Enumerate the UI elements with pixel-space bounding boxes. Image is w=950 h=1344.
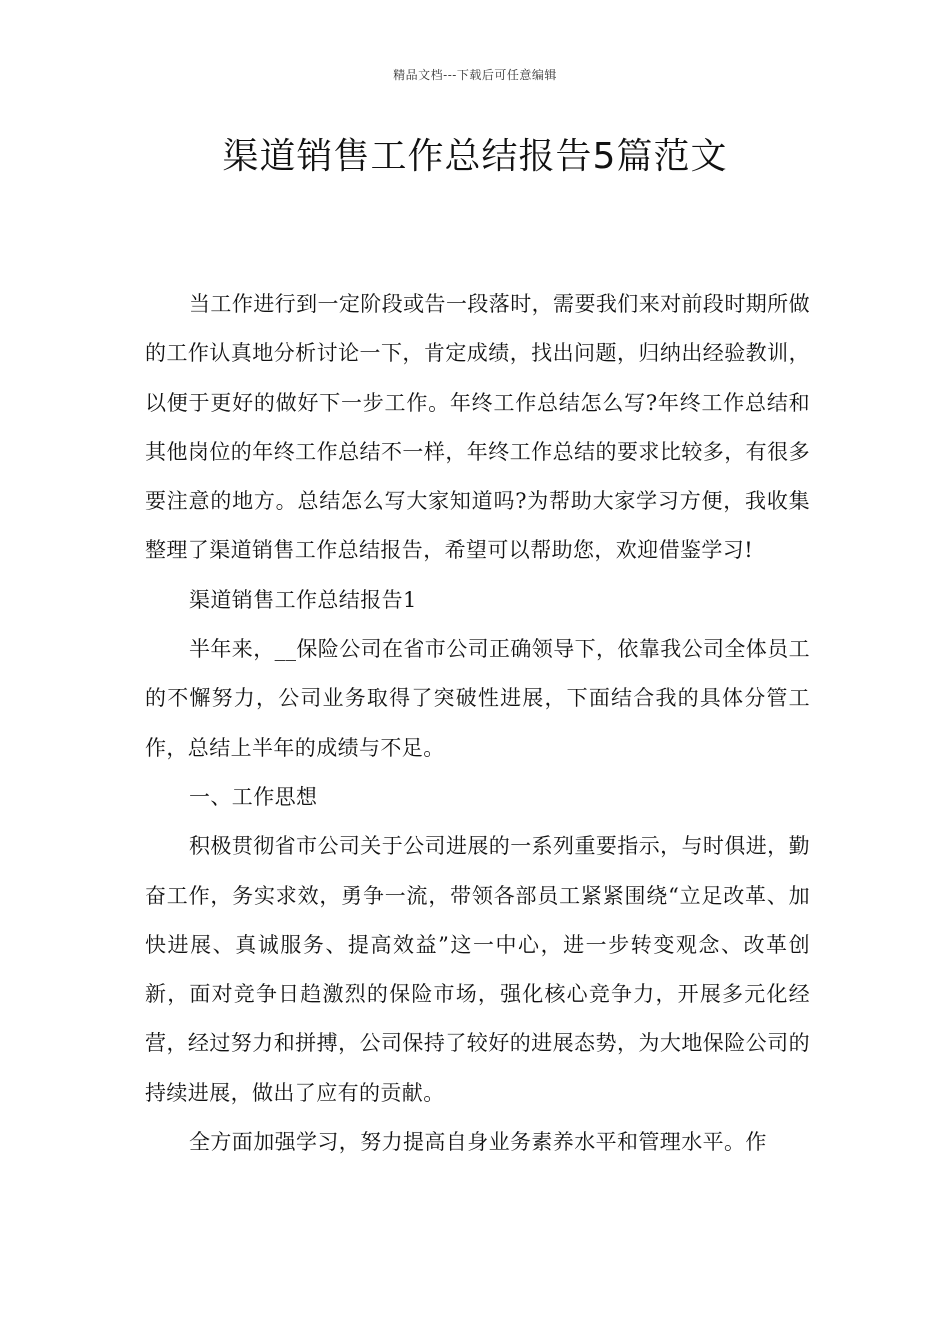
- section-heading-report-1: 渠道销售工作总结报告1: [189, 587, 417, 612]
- body-paragraph: 半年来，__保险公司在省市公司正确领导下，依靠我公司全体员工的不懈努力，公司业务取得了突破性进展，下面结合我的具体分管工作，总结上半年的成绩与不足。: [145, 637, 810, 760]
- intro-paragraph: 当工作进行到一定阶段或告一段落时，需要我们来对前段时期所做的工作认真地分析讨论一下，肯定成绩，找出问题，归纳出经验教训，以便于更好的做好下一步工作。年终工作总结怎么写?年终工作总结和其他岗位的年终工作总结不一样，年终工作总结的要求比较多，有很多要注意的地方。总结怎么写大家知道吗?为帮助大家学习方便，我收集整理了渠道销售工作总结报告，希望可以帮助您，欢迎借鉴学习!: [145, 292, 810, 563]
- document-body: [145, 280, 810, 1167]
- body-paragraph: 积极贯彻省市公司关于公司进展的一系列重要指示，与时俱进，勤奋工作，务实求效，勇争一流，带领各部员工紧紧围绕“立足改革、加快进展、真诚服务、提高效益”这一中心，进一步转变观念、改革创新，面对竞争日趋激烈的保险市场，强化核心竞争力，开展多元化经营，经过努力和拼搏，公司保持了较好的进展态势，为大地保险公司的持续进展，做出了应有的贡献。: [145, 834, 810, 1105]
- document-title: 渠道销售工作总结报告5篇范文: [222, 136, 728, 177]
- body-paragraph: 全方面加强学习，努力提高自身业务素养水平和管理水平。作: [189, 1130, 767, 1155]
- section-heading-work-thought: 一、工作思想: [189, 784, 318, 809]
- header-note: 精品文档---下载后可任意编辑: [393, 68, 557, 82]
